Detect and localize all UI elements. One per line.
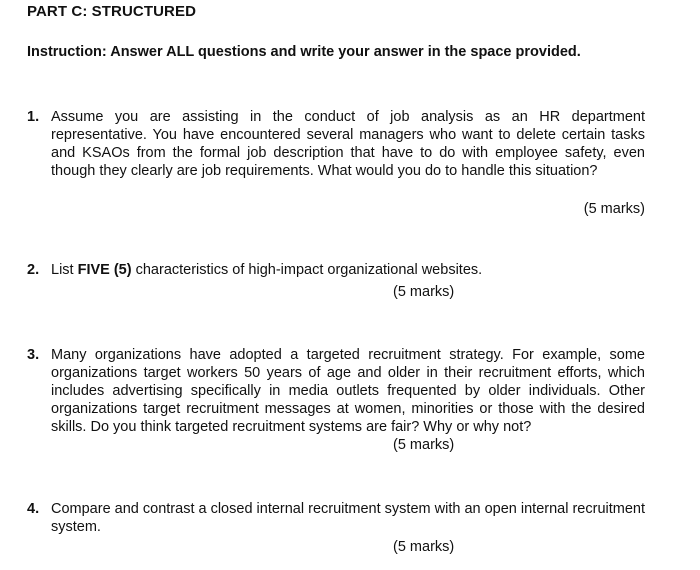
question-3-marks: (5 marks) xyxy=(393,437,455,453)
question-2-marks: (5 marks) xyxy=(393,284,455,300)
instruction-text: Instruction: Answer ALL questions and write your answer in the space provided. xyxy=(27,44,581,60)
question-3 xyxy=(27,346,645,436)
question-number: 3. xyxy=(27,347,40,363)
question-2 xyxy=(27,261,645,279)
question-text-end: characteristics of high-impact organizational websites. xyxy=(131,262,483,278)
question-number: 1. xyxy=(27,109,40,125)
question-1 xyxy=(27,108,645,180)
question-text: Compare and contrast a closed internal recruitment system with an open internal recruitment system. xyxy=(51,501,645,535)
question-4 xyxy=(27,500,645,536)
question-text: Assume you are assisting in the conduct of job analysis as an HR department representative. You have encountered several managers who want to delete certain tasks and KSAOs from the formal job description that have to do with employee safety, even though they clearly are job requirements. What would you do to handle this situation? xyxy=(51,109,645,179)
question-text-start: List xyxy=(51,262,78,278)
question-1-marks: (5 marks) xyxy=(583,201,645,217)
question-4-marks: (5 marks) xyxy=(393,539,455,555)
question-number: 4. xyxy=(27,501,40,517)
part-title: PART C: STRUCTURED xyxy=(27,3,197,20)
question-text-emphasis: FIVE (5) xyxy=(77,262,132,278)
question-text xyxy=(51,261,645,279)
question-number: 2. xyxy=(27,262,40,278)
question-text: Many organizations have adopted a targeted recruitment strategy. For example, some organizations target workers 50 years of age and older in their recruitment efforts, which includes advertising specifically in media outlets frequented by older individuals. Other organizations target recruitment messages at women, minorities or those with the desired skills. Do you think targeted recruitment systems are fair? Why or why not? xyxy=(51,347,645,435)
